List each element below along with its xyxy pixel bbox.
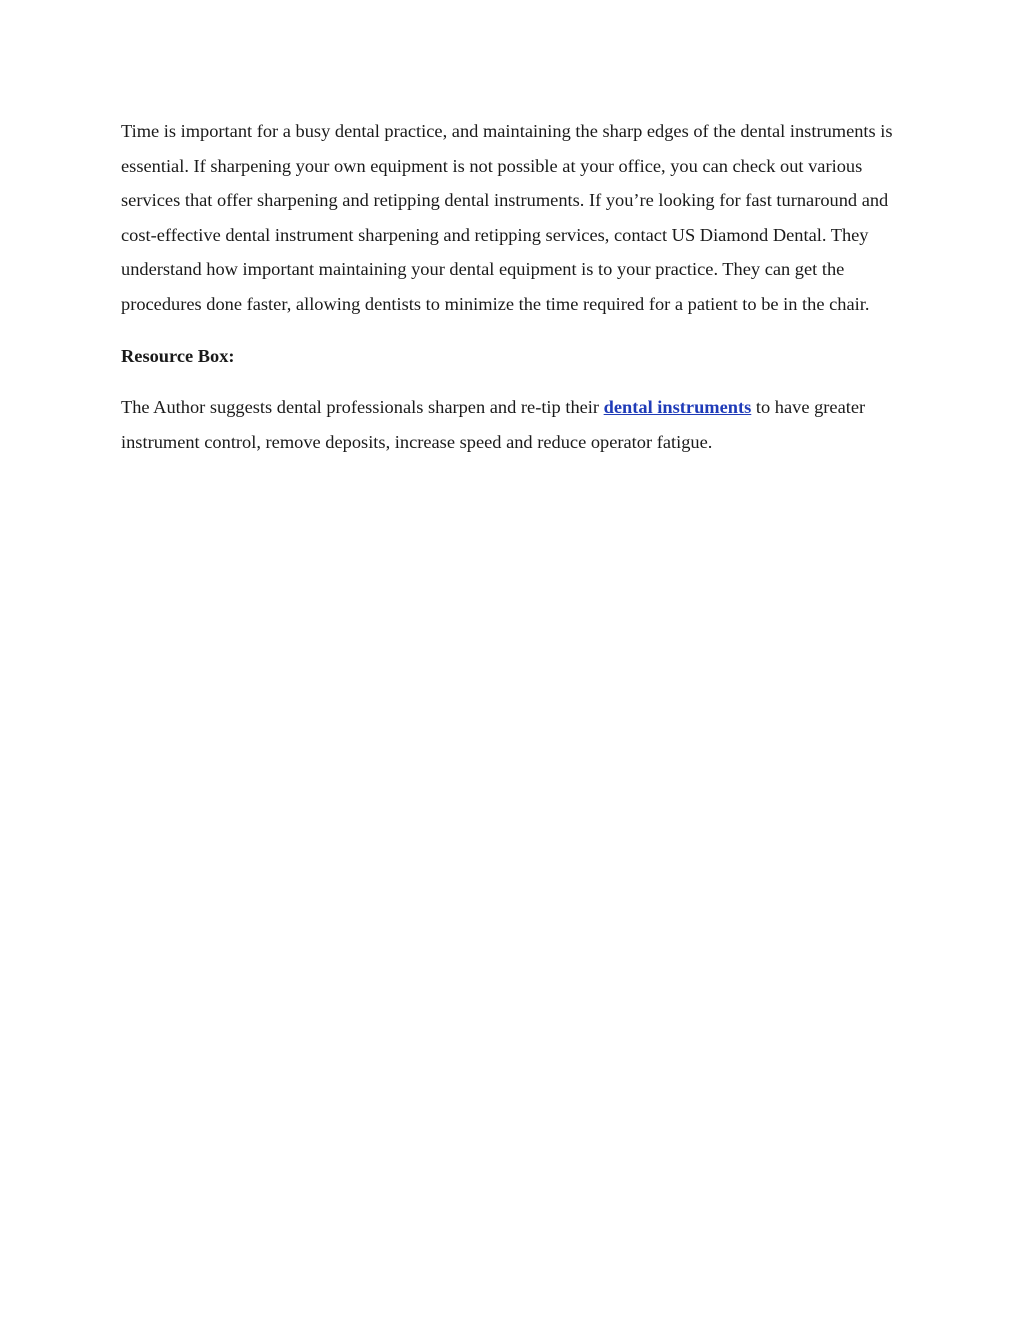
resource-text-after-link: to have greater instrument control, remove deposits, increase speed and reduce operator fatigue. — [121, 397, 866, 452]
resource-text-before-link: The Author suggests dental professionals sharpen and re-tip their — [121, 397, 604, 418]
dental-instruments-link[interactable]: dental instruments — [603, 397, 752, 418]
document-body — [121, 114, 905, 459]
body-paragraph: Time is important for a busy dental practice, and maintaining the sharp edges of the dental instruments is essential. If sharpening your own equipment is not possible at your office, you can check out various services that offer sharpening and retipping dental instruments. If you’re looking for fast turnaround and cost-effective dental instrument sharpening and retipping services, contact US Diamond Dental. They understand how important maintaining your dental equipment is to your practice. They can get the procedures done faster, allowing dentists to minimize the time required for a patient to be in the chair. — [121, 121, 893, 314]
resource-box-heading: Resource Box: — [121, 345, 235, 366]
resource-box-paragraph — [121, 390, 905, 459]
